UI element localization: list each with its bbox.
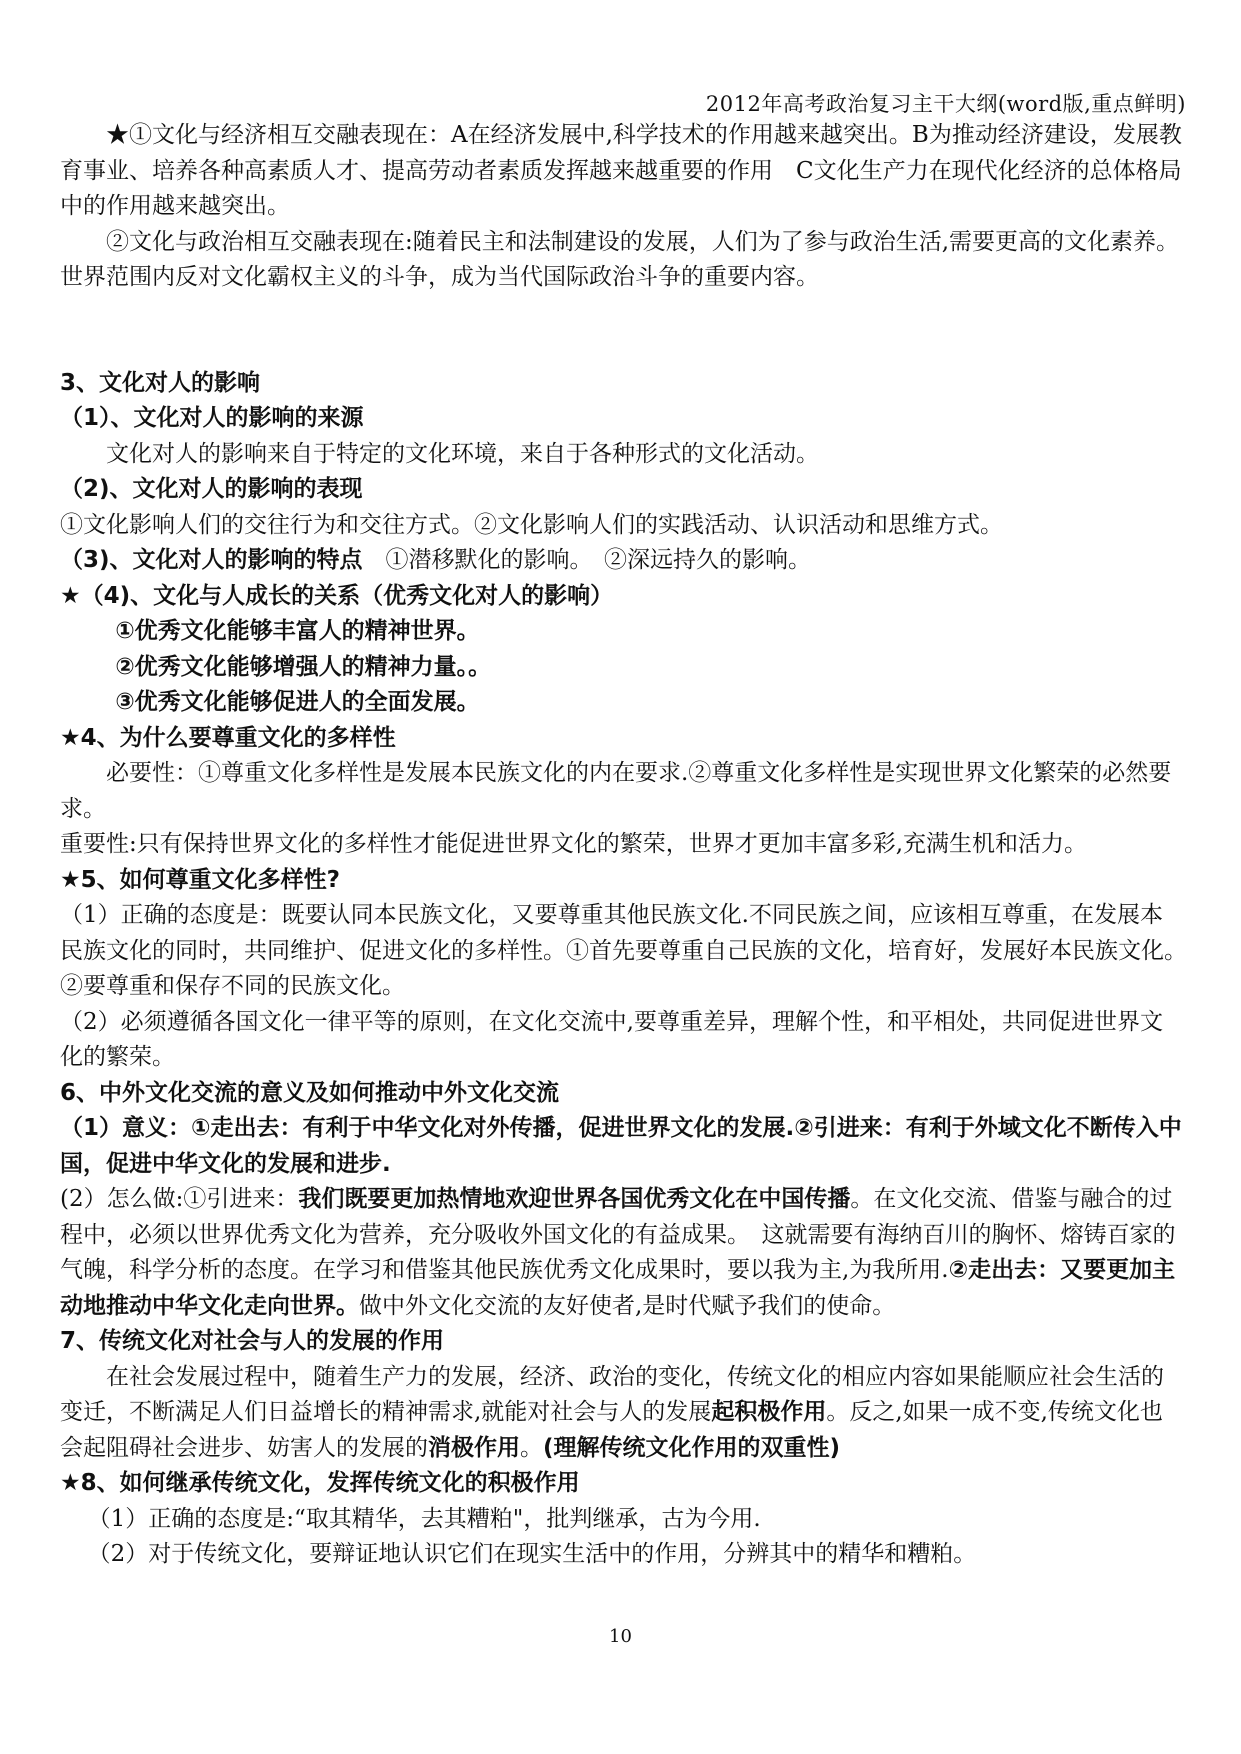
list-item: ②优秀文化能够增强人的精神力量。。 xyxy=(115,653,492,680)
subheading-3-4: ★（4)、文化与人成长的关系（优秀文化对人的影响） xyxy=(60,582,614,609)
paragraph-4-importance: 重要性:只有保持世界文化的多样性才能促进世界文化的繁荣，世界才更加丰富多彩,充满生机和活力。 xyxy=(60,831,1088,857)
paragraph-8-1: （1）正确的态度是:“取其精华，去其糟粕"，批判继承，古为今用. xyxy=(87,1505,761,1532)
bold-span: (理解传统文化作用的双重性) xyxy=(543,1434,841,1461)
subheading-3-2: （2)、文化对人的影响的表现 xyxy=(60,476,363,502)
paragraph-5-2: （2）必须遵循各国文化一律平等的原则，在文化交流中,要尊重差异，理解个性，和平相处，共同促进世界文化的繁荣。 xyxy=(60,1008,1163,1070)
bold-span: 我们既要更加热情地欢迎世界各国优秀文化在中国传播 xyxy=(298,1186,851,1212)
subheading-3-3: （3)、文化对人的影响的特点 xyxy=(60,547,363,573)
list-item: ①优秀文化能够丰富人的精神世界。 xyxy=(115,618,480,644)
paragraph-3-3 xyxy=(60,543,1185,579)
section-heading-8: ★8、如何继承传统文化，发挥传统文化的积极作用 xyxy=(60,1470,580,1496)
paragraph-culture-politics: ②文化与政治相互交融表现在:随着民主和法制建设的发展，人们为了参与政治生活,需要更高的文化素养。世界范围内反对文化霸权主义的斗争，成为当代国际政治斗争的重要内容。 xyxy=(60,228,1180,290)
text-span: 在社会发展过程中，随着生产力的发展，经济、政治的变化，传统文化的相应内容如果能顺应社会生活的变迁，不断满足人们日益增长的精神需求,就能对社会与人的发展 xyxy=(60,1363,1164,1425)
paragraph-8-2: （2）对于传统文化，要辩证地认识它们在现实生活中的作用，分辨其中的精华和糟粕。 xyxy=(87,1541,977,1567)
paragraph-3-2: ①文化影响人们的交往行为和交往方式。②文化影响人们的实践活动、认识活动和思维方式。 xyxy=(60,511,1003,538)
bold-span: 起积极作用 xyxy=(711,1399,827,1425)
paragraph-6-1: （1）意义：①走出去：有利于中华文化对外传播，促进世界文化的发展.②引进来：有利于外域文化不断传入中国，促进中华文化的发展和进步. xyxy=(60,1115,1182,1177)
list-item: ③优秀文化能够促进人的全面发展。 xyxy=(115,689,480,715)
text-span: 。 xyxy=(520,1434,543,1461)
spacer xyxy=(60,296,1185,366)
paragraph-5-1: （1）正确的态度是：既要认同本民族文化，又要尊重其他民族文化.不同民族之间，应该相互尊重，在发展本民族文化的同时，共同维护、促进文化的多样性。①首先要尊重自己民族的文化，培育好，发展好本民族文化。 ②要尊重和保存不同的民族文化。 xyxy=(60,902,1199,999)
text-span: (2）怎么做:①引进来： xyxy=(60,1186,299,1212)
subheading-3-1: （1）、文化对人的影响的来源 xyxy=(60,405,364,431)
paragraph-culture-economy: ★①文化与经济相互交融表现在：A在经济发展中,科学技术的作用越来越突出。B为推动经济建设，发展教育事业、培养各种高素质人才、提高劳动者素质发挥越来越重要的作用 C文化生产力在现代化经济的总体格局中的作用越来越突出。 xyxy=(60,122,1182,219)
paragraph-4-necessity: 必要性：①尊重文化多样性是发展本民族文化的内在要求.②尊重文化多样性是实现世界文化繁荣的必然要求。 xyxy=(60,760,1172,822)
text-3-3: ①潜移默化的影响。 ②深远持久的影响。 xyxy=(362,547,812,573)
page-header: 2012年高考政治复习主干大纲(word版,重点鲜明) xyxy=(705,92,1186,116)
paragraph-6-2 xyxy=(60,1182,1185,1324)
section-heading-4: ★4、为什么要尊重文化的多样性 xyxy=(60,724,396,751)
page-number: 10 xyxy=(609,1626,632,1647)
document-body xyxy=(60,118,1199,1573)
section-heading-3: 3、文化对人的影响 xyxy=(60,369,261,396)
section-heading-6: 6、中外文化交流的意义及如何推动中外文化交流 xyxy=(60,1079,560,1106)
paragraph-3-1: 文化对人的影响来自于特定的文化环境，来自于各种形式的文化活动。 xyxy=(106,440,819,467)
bold-span: 消极作用 xyxy=(428,1434,520,1461)
paragraph-7 xyxy=(60,1360,1185,1467)
section-heading-7: 7、传统文化对社会与人的发展的作用 xyxy=(60,1328,445,1354)
text-span: 做中外文化交流的友好使者,是时代赋予我们的使命。 xyxy=(359,1292,896,1319)
bold-span: ②走出去：又要更加主动地推动中华文化走向世界。 xyxy=(60,1257,1176,1319)
text-span: 。反之,如果一成不变,传统文化也会起阻碍社会进步、妨害人的发展的 xyxy=(60,1399,1163,1461)
text-span: 。在文化交流、借鉴与融合的过程中，必须以世界优秀文化为营养，充分吸收外国文化的有益成果。 这就需要有海纳百川的胸怀、熔铸百家的气魄，科学分析的态度。在学习和借鉴其他民族优秀文化成果时，要以我为主,为我所用. xyxy=(60,1186,1176,1283)
section-heading-5: ★5、如何尊重文化多样性? xyxy=(60,866,340,893)
